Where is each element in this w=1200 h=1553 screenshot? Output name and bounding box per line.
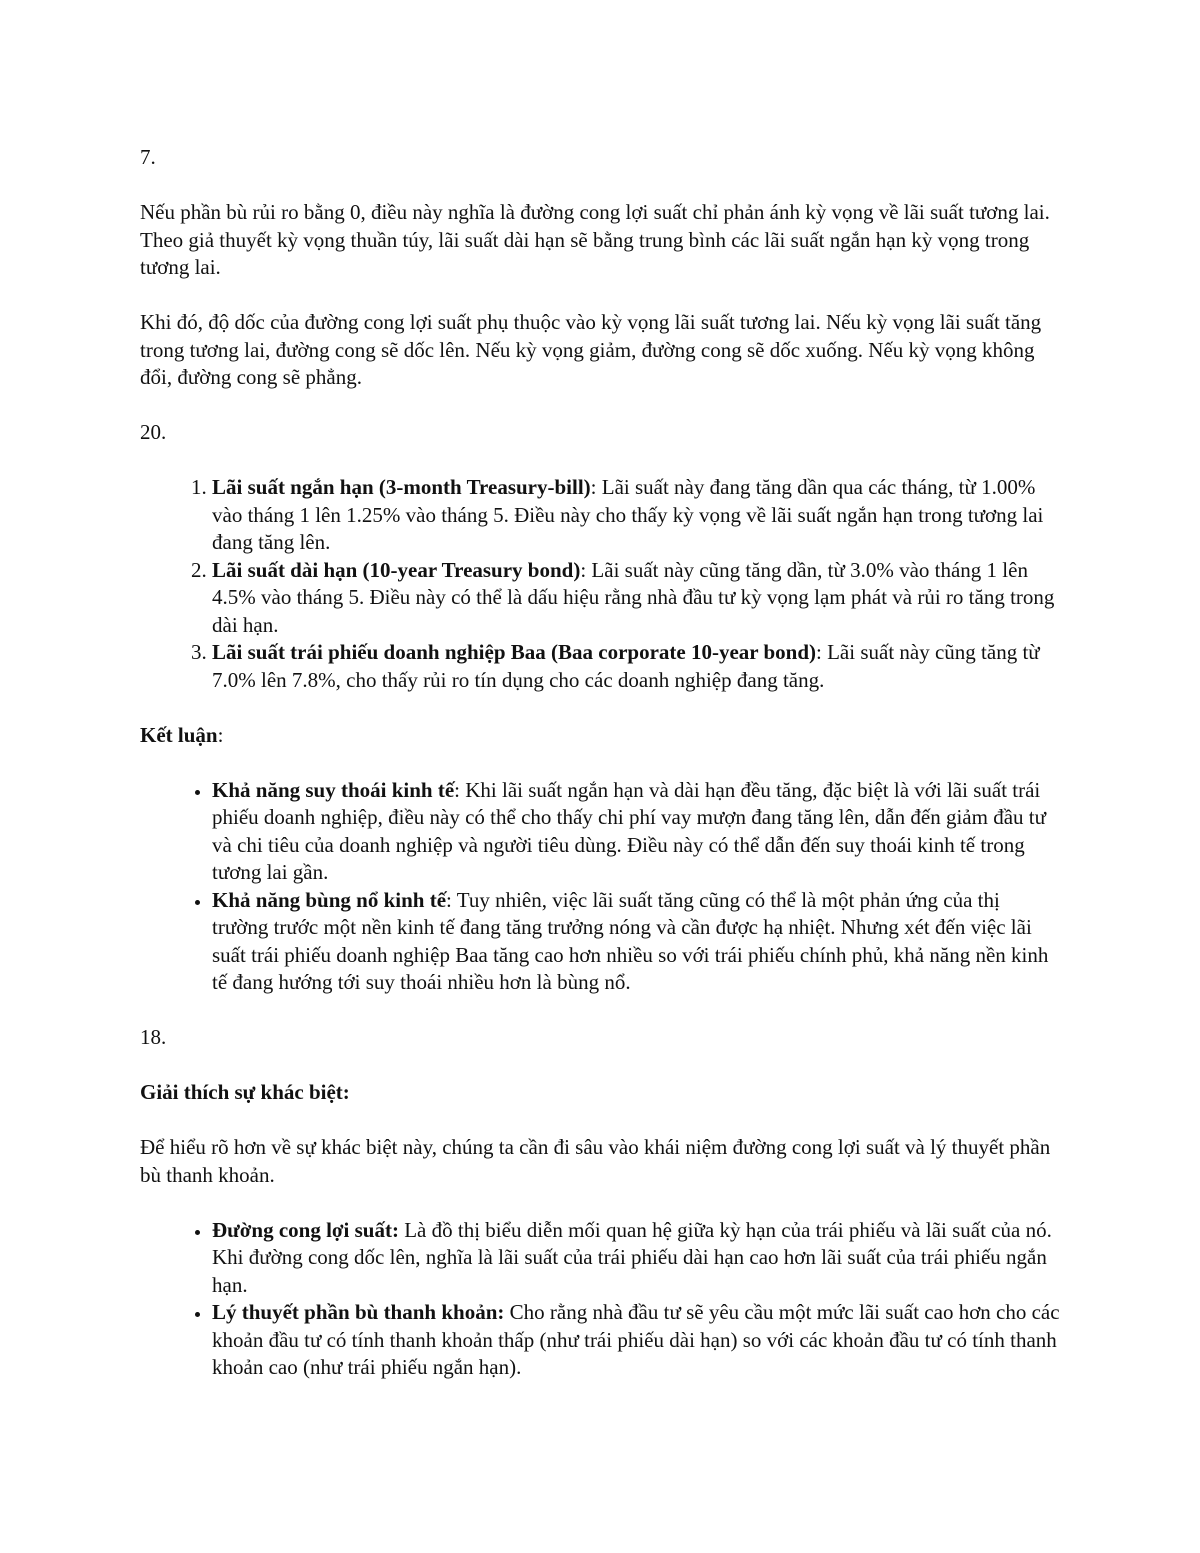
list-item-title: Đường cong lợi suất: xyxy=(212,1217,399,1242)
conclusion-colon: : xyxy=(217,722,224,747)
list-item-text: : Lãi suất này cũng tăng dần, từ 3.0% vào tháng 1 lên 4.5% vào tháng 5. Điều này có thể là dấu hiệu rằng nhà đầu tư kỳ vọng lạm phát và rủi ro tăng trong dài hạn. xyxy=(212,557,1055,637)
list-item-title: Lãi suất ngắn hạn (3-month Treasury-bill) xyxy=(212,475,591,499)
list-item xyxy=(212,1217,1060,1300)
list-item xyxy=(212,1299,1060,1382)
list-item xyxy=(212,557,1060,640)
list-item-text: : Lãi suất này cũng tăng từ 7.0% lên 7.8%, cho thấy rủi ro tín dụng cho các doanh nghiệp đang tăng. xyxy=(212,640,1040,692)
rates-list xyxy=(140,474,1060,694)
definitions-list xyxy=(140,1217,1060,1382)
list-item-title: Khả năng suy thoái kinh tế xyxy=(212,777,455,802)
section-7-paragraph-1: Nếu phần bù rủi ro bằng 0, điều này nghĩa là đường cong lợi suất chỉ phản ánh kỳ vọng về lãi suất tương lai. Theo giả thuyết kỳ vọng thuần túy, lãi suất dài hạn sẽ bằng trung bình các lãi suất ngắn hạn kỳ vọng trong tương lai. xyxy=(140,200,1050,279)
conclusion-heading xyxy=(140,722,1060,750)
section-18-heading xyxy=(140,1079,1060,1107)
list-item-title: Lãi suất dài hạn (10-year Treasury bond) xyxy=(212,557,581,582)
conclusion-list xyxy=(140,777,1060,997)
list-item-title: Khả năng bùng nổ kinh tế xyxy=(212,887,447,912)
section-18-number: 18. xyxy=(140,1025,167,1049)
section-7-paragraph-2: Khi đó, độ dốc của đường cong lợi suất phụ thuộc vào kỳ vọng lãi suất tương lai. Nếu kỳ vọng lãi suất tăng trong tương lai, đường cong sẽ dốc lên. Nếu kỳ vọng giảm, đường cong sẽ dốc xuống. Nếu kỳ vọng không đổi, đường cong sẽ phẳng. xyxy=(140,310,1042,389)
section-7-number: 7. xyxy=(140,145,156,169)
list-item xyxy=(212,474,1060,557)
section-18-heading-text: Giải thích sự khác biệt: xyxy=(140,1080,350,1104)
conclusion-title: Kết luận xyxy=(140,722,218,747)
list-item xyxy=(212,639,1060,694)
list-item-text: : Lãi suất này đang tăng dần qua các tháng, từ 1.00% vào tháng 1 lên 1.25% vào tháng 5. Điều này cho thấy kỳ vọng về lãi suất ngắn hạn trong tương lai đang tăng lên. xyxy=(212,475,1044,554)
list-item xyxy=(212,777,1060,887)
list-item-title: Lý thuyết phần bù thanh khoản: xyxy=(212,1300,505,1324)
list-item-text: : Khi lãi suất ngắn hạn và dài hạn đều tăng, đặc biệt là với lãi suất trái phiếu doanh nghiệp, điều này có thể cho thấy chi phí vay mượn đang tăng lên, dẫn đến giảm đầu tư và chi tiêu của doanh nghiệp và người tiêu dùng. Điều này có thể dẫn đến suy thoái kinh tế trong tương lai gần. xyxy=(212,777,1046,884)
section-18-intro: Để hiểu rõ hơn về sự khác biệt này, chúng ta cần đi sâu vào khái niệm đường cong lợi suất và lý thuyết phần bù thanh khoản. xyxy=(140,1135,1051,1187)
list-item-title: Lãi suất trái phiếu doanh nghiệp Baa (Baa corporate 10-year bond) xyxy=(212,640,817,664)
section-20-number: 20. xyxy=(140,420,167,444)
list-item xyxy=(212,887,1060,997)
list-item-text: : Tuy nhiên, việc lãi suất tăng cũng có thể là một phản ứng của thị trường trước một nền kinh tế đang tăng trưởng nóng và cần được hạ nhiệt. Nhưng xét đến việc lãi suất trái phiếu doanh nghiệp Baa tăng cao hơn nhiều so với trái phiếu chính phủ, khả năng nền kinh tế đang hướng tới suy thoái nhiều hơn là bùng nổ. xyxy=(212,887,1049,994)
list-item-text: Cho rằng nhà đầu tư sẽ yêu cầu một mức lãi suất cao hơn cho các khoản đầu tư có tính thanh khoản thấp (như trái phiếu dài hạn) so với các khoản đầu tư có tính thanh khoản cao (như trái phiếu ngắn hạn). xyxy=(212,1300,1060,1379)
list-item-text: Là đồ thị biểu diễn mối quan hệ giữa kỳ hạn của trái phiếu và lãi suất của nó. Khi đường cong dốc lên, nghĩa là lãi suất của trái phiếu dài hạn cao hơn lãi suất của trái phiếu ngắn hạn. xyxy=(212,1217,1052,1297)
